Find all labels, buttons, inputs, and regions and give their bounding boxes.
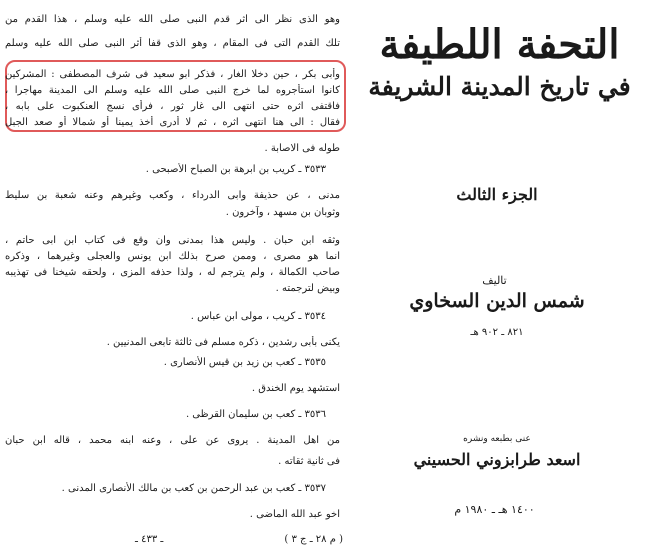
page-number: ـ ٤٣٣ ـ bbox=[135, 534, 164, 545]
text-line: صاحب الكمالة ، ولم يترجم له ، ولذا حذفه المزى ، ولحقه شيخنا فى تهذيبه bbox=[5, 267, 340, 278]
entry-heading: ٣٥٣٤ ـ كريب ، مولى ابن عباس . bbox=[190, 311, 326, 322]
text-line: من اهل المدينة . يروى عن على ، وعنه ابنه محمد ، قاله ابن حبان bbox=[5, 435, 340, 446]
text-line: انما هو مصرى ، وممن صرح بذلك ابن يونس والعجلى وغيرهما ، وذكره bbox=[5, 251, 340, 262]
text-line: تلك القدم التى فى المقام ، وهو الذى قفا أثر النبى صلى الله عليه وسلم bbox=[5, 38, 340, 49]
cover-panel bbox=[352, 0, 647, 552]
text-line: كانوا استأجروه لما خرج النبى صلى الله عليه وسلم الى المدينة مهاجرا ، bbox=[5, 85, 340, 96]
entry-heading: ٣٥٣٧ ـ كعب بن عبد الرحمن بن كعب بن مالك الأنصارى المدنى . bbox=[61, 483, 326, 494]
text-line: استشهد يوم الخندق . bbox=[251, 383, 340, 394]
text-line: فاقتفى اثره حتى انتهى الى غار ثور ، فرأى نسج العنكبوت على بابه ، bbox=[5, 101, 340, 112]
text-line: وأبى بكر ، حين دخلا الغار ، فذكر ابو سعيد فى شرف المصطفى : المشركين bbox=[5, 69, 340, 80]
publisher-label: عنى بطبعه ونشره bbox=[463, 434, 531, 444]
text-line: وثقه ابن حبان . وليس هذا بمدنى وان وقع فى كتاب ابن ابى حاتم ، bbox=[5, 235, 340, 246]
entry-heading: ٣٥٣٥ ـ كعب بن زيد بن قيس الأنصارى . bbox=[163, 357, 326, 368]
text-line: وثوبان بن مسهد ، وآخرون . bbox=[225, 207, 340, 218]
entry-heading: ٣٥٣٦ ـ كعب بن سليمان القرظى . bbox=[185, 409, 326, 420]
text-column bbox=[5, 0, 343, 552]
text-line: اخو عبد الله الماضى . bbox=[249, 509, 340, 520]
text-line: فى ثانية ثقاته . bbox=[278, 456, 340, 467]
text-line: وبيض لترجمته . bbox=[275, 283, 340, 294]
publisher-name: اسعد طرابزوني الحسيني bbox=[413, 450, 581, 469]
volume-ref: ( م ٢٨ ـ ج ٣ ) bbox=[284, 534, 343, 545]
text-line: وهو الذى نظر الى اثر قدم النبى صلى الله عليه وسلم ، هذا القدم من bbox=[5, 14, 340, 25]
text-line: طوله فى الاصابة . bbox=[264, 143, 340, 154]
entry-heading: ٣٥٣٣ ـ كريب بن ابرهة بن الصباح الأصبحى . bbox=[145, 164, 326, 175]
text-line: مدنى ، عن حذيفة وابى الدرداء ، وكعب وغيرهم وعنه شعبة بن سليط bbox=[5, 190, 340, 201]
book-title: التحفة اللطيفة bbox=[379, 21, 620, 68]
text-line: فقال : الى هنا انتهى اثره ، ثم لا أدرى أخذ يمينا أو شمالا أو صعد الجبل bbox=[5, 117, 340, 128]
author-label: تاليف bbox=[482, 274, 507, 287]
book-subtitle: في تاريخ المدينة الشريفة bbox=[368, 72, 631, 101]
author-dates: ٨٢١ ـ ٩٠٢ هـ bbox=[470, 327, 524, 338]
volume-label: الجزء الثالث bbox=[456, 185, 538, 204]
publication-year: ١٤٠٠ هـ ـ ١٩٨٠ م bbox=[454, 503, 535, 516]
author-name: شمس الدين السخاوي bbox=[409, 290, 585, 312]
text-line: يكنى بأبى رشدين ، ذكره مسلم فى ثالثة تابعى المدنيين . bbox=[106, 337, 340, 348]
